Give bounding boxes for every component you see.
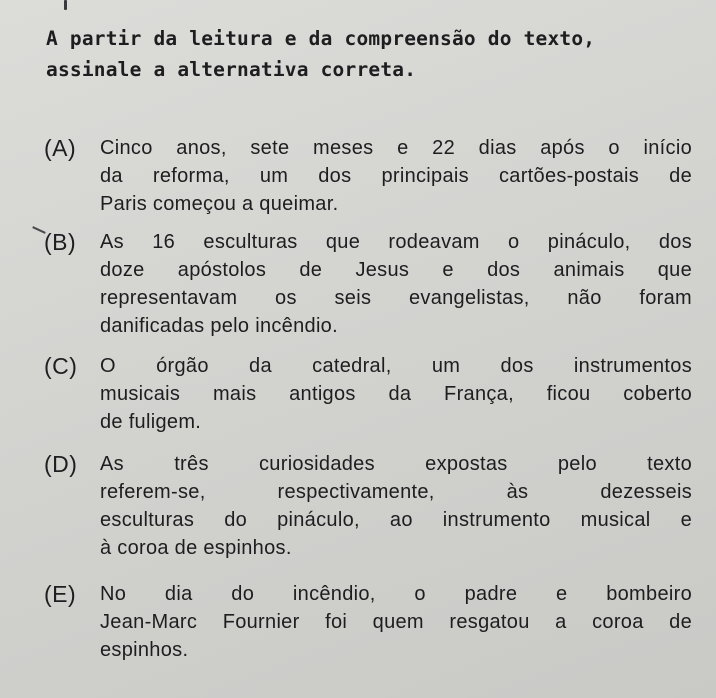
option-line: As 16 esculturas que rodeavam o pináculo, dos xyxy=(100,231,692,253)
option-a[interactable] xyxy=(44,134,692,218)
prompt-line: A partir da leitura e da compreensão do texto, xyxy=(46,27,596,50)
option-line: No dia do incêndio, o padre e bombeiro xyxy=(100,583,692,605)
option-text xyxy=(100,228,692,340)
option-line: espinhos. xyxy=(100,639,189,661)
option-line: danificadas pelo incêndio. xyxy=(100,315,338,337)
option-line: esculturas do pináculo, ao instrumento musical e xyxy=(100,509,692,531)
option-line: referem-se, respectivamente, às dezesseis xyxy=(100,481,692,503)
option-letter: (A) xyxy=(44,135,77,161)
option-c[interactable] xyxy=(44,352,692,436)
option-line: Paris começou a queimar. xyxy=(100,193,339,215)
question-prompt xyxy=(46,23,694,85)
option-letter: (E) xyxy=(44,581,77,607)
option-line: representavam os seis evangelistas, não foram xyxy=(100,287,692,309)
option-letter: (C) xyxy=(44,353,78,379)
option-text xyxy=(100,580,692,664)
option-text xyxy=(100,352,692,436)
option-line: O órgão da catedral, um dos instrumentos xyxy=(100,355,692,377)
option-b[interactable] xyxy=(44,228,692,340)
option-line: Cinco anos, sete meses e 22 dias após o início xyxy=(100,137,692,159)
option-letter: (B) xyxy=(44,229,77,255)
option-line: Jean-Marc Fournier foi quem resgatou a coroa de xyxy=(100,611,692,633)
option-line: doze apóstolos de Jesus e dos animais que xyxy=(100,259,692,281)
option-text xyxy=(100,450,692,562)
option-line: à coroa de espinhos. xyxy=(100,537,292,559)
prompt-line: assinale a alternativa correta. xyxy=(46,58,417,81)
option-line: de fuligem. xyxy=(100,411,202,433)
option-e[interactable] xyxy=(44,580,692,664)
pen-mark xyxy=(64,0,67,10)
option-d[interactable] xyxy=(44,450,692,562)
option-letter: (D) xyxy=(44,451,78,477)
option-line: da reforma, um dos principais cartões-postais de xyxy=(100,165,692,187)
option-line: As três curiosidades expostas pelo texto xyxy=(100,453,692,475)
option-text xyxy=(100,134,692,218)
option-line: musicais mais antigos da França, ficou coberto xyxy=(100,383,692,405)
